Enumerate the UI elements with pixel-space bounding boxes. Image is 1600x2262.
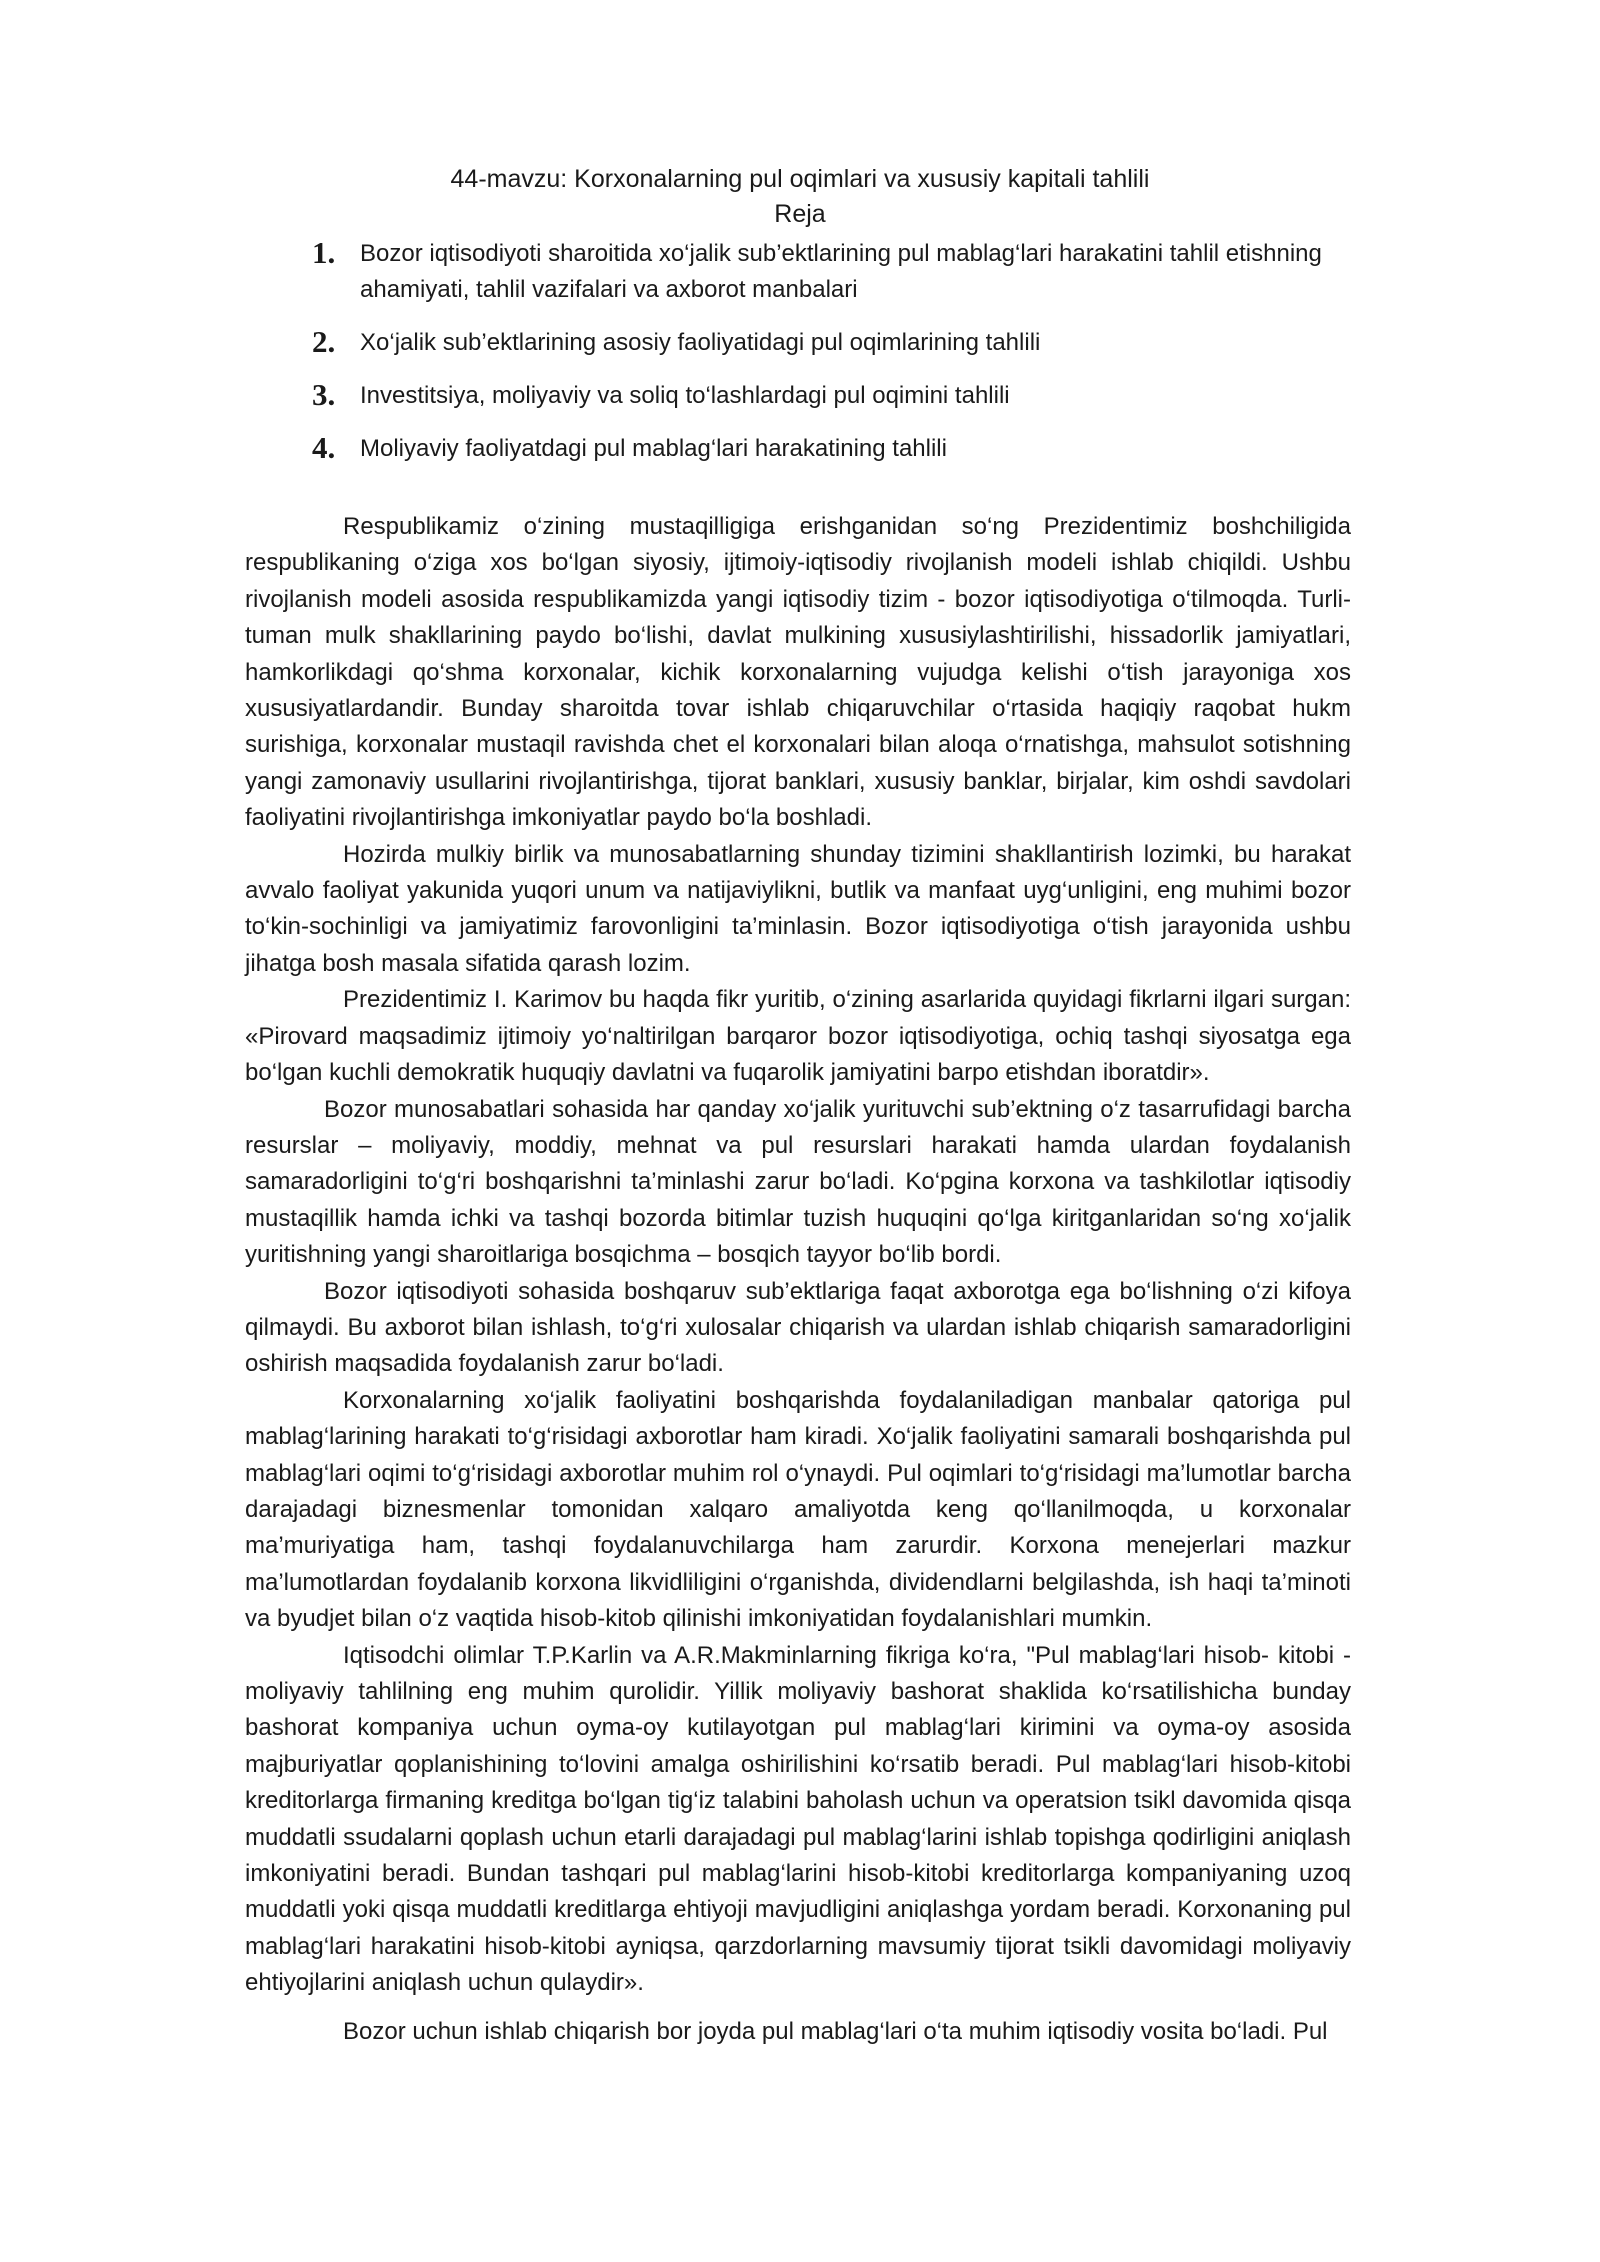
plan-item-number: 1.	[312, 235, 336, 270]
document-body	[245, 509, 1351, 2050]
body-paragraph-1: Respublikamiz o‘zining mustaqilligiga erishganidan so‘ng Prezidentimiz boshchiligida respublikaning o‘ziga xos bo‘lgan siyosiy, ijtimoiy-iqtisodiy rivojlanish modeli ishlab chiqildi. Ushbu rivojlanish modeli asosida respublikamizda yangi iqtisodiy tizim - bozor iqtisodiyotiga o‘tilmoqda. Turli-tuman mulk shakllarining paydo bo‘lishi, davlat mulkining xususiylashtirilishi, hissadorlik jamiyatlari, hamkorlikdagi qo‘shma korxonalar, kichik korxonalarning vujudga kelishi o‘tish jarayoniga xos xususiyatlardandir. Bunday sharoitda tovar ishlab chiqaruvchilar o‘rtasida haqiqiy raqobat hukm surishiga, korxonalar mustaqil ravishda chet el korxonalari bilan aloqa o‘rnatishga, mahsulot sotishning yangi zamonaviy usullarini rivojlantirishga, tijorat banklari, xususiy banklar, birjalar, kim oshdi savdolari faoliyatini rivojlantirishga imkoniyatlar paydo bo‘la boshladi.	[245, 513, 1351, 832]
plan-item-number: 3.	[312, 377, 336, 412]
body-paragraph-2: Hozirda mulkiy birlik va munosabatlarning shunday tizimini shakllantirish lozimki, bu harakat avvalo faoliyat yakunida yuqori unum va natijaviylikni, butlik va manfaat uyg‘unligini, eng muhimi bozor to‘kin-sochinligi va jamiyatimiz farovonligini ta’minlasin. Bozor iqtisodiyotiga o‘tish jarayonida ushbu jihatga bosh masala sifatida qarash lozim.	[245, 840, 1351, 977]
plan-item-text: Xo‘jalik sub’ektlarining asosiy faoliyatidagi pul oqimlarining tahlili	[360, 329, 1041, 356]
plan-item-number: 4.	[312, 430, 336, 465]
body-paragraph-8: Bozor uchun ishlab chiqarish bor joyda pul mablag‘lari o‘ta muhim iqtisodiy vosita bo‘ladi. Pul	[343, 2017, 1328, 2045]
plan-item-text: Investitsiya, moliyaviy va soliq to‘lashlardagi pul oqimini tahlili	[360, 382, 1010, 409]
body-paragraph-7: Iqtisodchi olimlar T.P.Karlin va A.R.Makminlarning fikriga ko‘ra, "Pul mablag‘lari hisob- kitobi - moliyaviy tahlilning eng muhim qurolidir. Yillik moliyaviy bashorat shaklida ko‘rsatilishicha bunday bashorat kompaniya uchun oyma-oy kutilayotgan pul mablag‘lari kirimini va oyma-oy asosida majburiyatlar qoplanishining to‘lovini amalga oshirilishini ko‘rsatib beradi. Pul mablag‘lari hisob-kitobi kreditorlarga firmaning kreditga bo‘lgan tig‘iz talabini baholash uchun va operatsion tsikl davomida qisqa muddatli ssudalarni qoplash uchun etarli darajadagi pul mablag‘larini ishlab topishga qodirligini aniqlash imkoniyatini beradi. Bundan tashqari pul mablag‘larini hisob-kitobi kreditorlarga kompaniyaning uzoq muddatli yoki qisqa muddatli kreditlarga ehtiyoji mavjudligini aniqlashga yordam beradi. Korxonaning pul mablag‘lari harakatini hisob-kitobi ayniqsa, qarzdorlarning mavsumiy tijorat tsikli davomidagi moliyaviy ehtiyojlarini aniqlash uchun qulaydir».	[245, 1641, 1351, 1997]
plan-item-4	[312, 431, 1392, 467]
plan-item-2	[312, 325, 1392, 361]
plan-heading: Reja	[774, 200, 826, 228]
body-paragraph-6: Korxonalarning xo‘jalik faoliyatini boshqarishda foydalaniladigan manbalar qatoriga pul mablag‘larining harakati to‘g‘risidagi axborotlar ham kiradi. Xo‘jalik faoliyatini samarali boshqarishda pul mablag‘lari oqimi to‘g‘risidagi axborotlar muhim rol o‘ynaydi. Pul oqimlari to‘g‘risidagi ma’lumotlar barcha darajadagi biznesmenlar tomonidan xalqaro amaliyotda keng qo‘llanilmoqda, u korxonalar ma’muriyatiga ham, tashqi foydalanuvchilarga ham zarurdir. Korxona menejerlari mazkur ma’lumotlardan foydalanib korxona likvidliligini o‘rganishda, dividendlarni belgilashda, ish haqi ta’minoti va byudjet bilan o‘z vaqtida hisob-kitob qilinishi imkoniyatidan foydalanishlari mumkin.	[245, 1386, 1351, 1633]
document-title: 44-mavzu: Korxonalarning pul oqimlari va xususiy kapitali tahlili	[450, 165, 1150, 193]
plan-item-text: Moliyaviy faoliyatdagi pul mablag‘lari harakatining tahlili	[360, 435, 947, 462]
plan-item-1	[312, 236, 1392, 308]
plan-item-text: Bozor iqtisodiyoti sharoitida xo‘jalik sub’ektlarining pul mablag‘lari harakatini tahlil etishning ahamiyati, tahlil vazifalari va axborot manbalari	[360, 240, 1322, 303]
plan-item-number: 2.	[312, 324, 336, 359]
plan-item-3	[312, 378, 1392, 414]
body-paragraph-4: Bozor munosabatlari sohasida har qanday xo‘jalik yurituvchi sub’ektning o‘z tasarrufidagi barcha resurslar – moliyaviy, moddiy, mehnat va pul resurslari harakati hamda ulardan foydalanish samaradorligini to‘g‘ri boshqarishni ta’minlashi zarur bo‘ladi. Ko‘pgina korxona va tashkilotlar iqtisodiy mustaqillik hamda ichki va tashqi bozorda bitimlar tuzish huquqini qo‘lga kiritganlaridan so‘ng xo‘jalik yuritishning yangi sharoitlariga bosqichma – bosqich tayyor bo‘lib bordi.	[245, 1095, 1351, 1269]
plan-list	[312, 236, 1392, 484]
body-paragraph-5: Bozor iqtisodiyoti sohasida boshqaruv sub’ektlariga faqat axborotga ega bo‘lishning o‘zi kifoya qilmaydi. Bu axborot bilan ishlash, to‘g‘ri xulosalar chiqarish va ulardan ishlab chiqarish samaradorligini oshirish maqsadida foydalanish zarur bo‘ladi.	[245, 1277, 1351, 1378]
body-paragraph-3: Prezidentimiz I. Karimov bu haqda fikr yuritib, o‘zining asarlarida quyidagi fikrlarni ilgari surgan: «Pirovard maqsadimiz ijtimoiy yo‘naltirilgan barqaror bozor iqtisodiyotiga, ochiq tashqi siyosatga ega bo‘lgan kuchli demokratik huquqiy davlatni va fuqarolik jamiyatini barpo etishdan iboratdir».	[245, 986, 1351, 1087]
